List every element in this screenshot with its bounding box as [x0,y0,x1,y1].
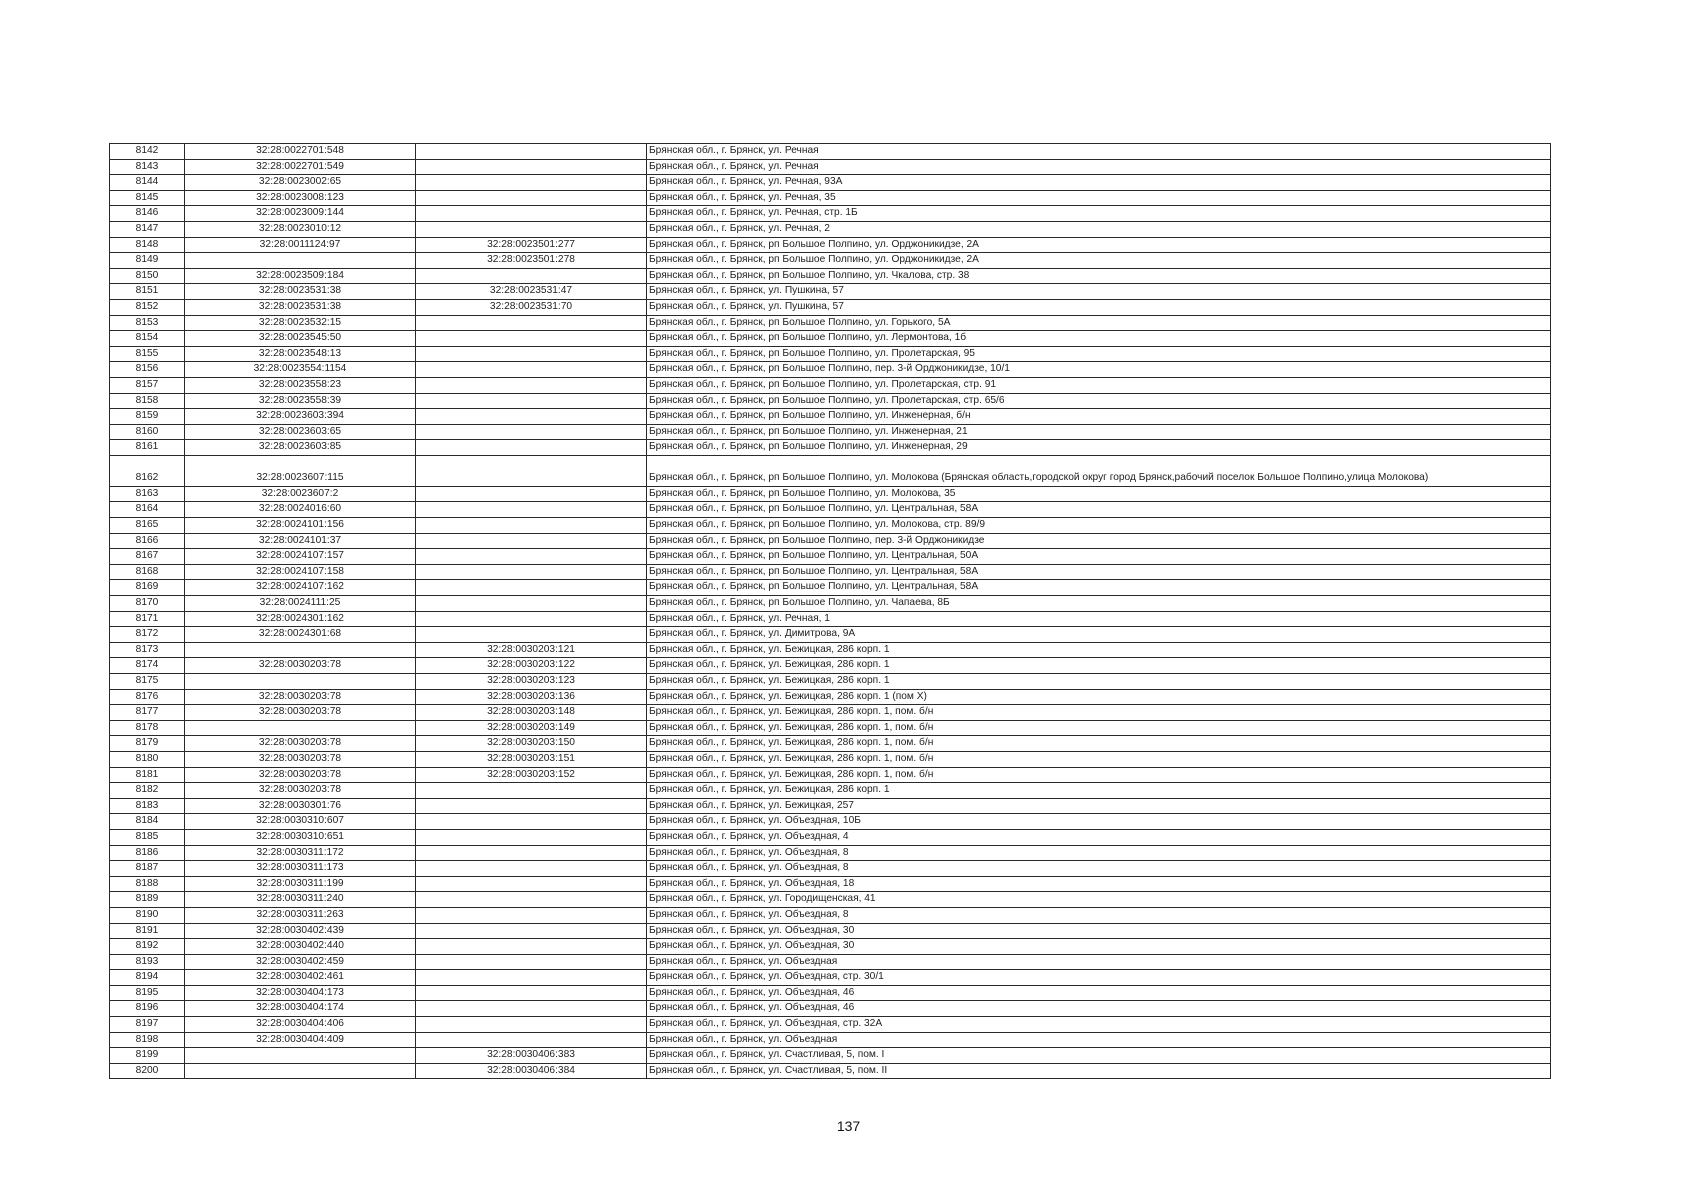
address-cell: Брянская обл., г. Брянск, ул. Речная, 93А [647,175,1551,191]
table-row [110,907,1551,923]
page-number: 137 [836,1118,861,1134]
sub-object-number-cell [416,486,647,502]
address-cell: Брянская обл., г. Брянск, ул. Речная, 1 [647,611,1551,627]
address-cell: Брянская обл., г. Брянск, рп Большое Полпино, ул. Центральная, 58А [647,502,1551,518]
address-cell: Брянская обл., г. Брянск, ул. Объездная, 8 [647,861,1551,877]
sub-object-number-cell [416,549,647,565]
cadastral-number-cell [185,1048,416,1064]
table-row [110,440,1551,456]
row-number-cell: 8155 [110,346,185,362]
address-cell: Брянская обл., г. Брянск, рп Большое Полпино, ул. Центральная, 58А [647,564,1551,580]
table-row [110,409,1551,425]
sub-object-number-cell [416,1017,647,1033]
table-row [110,783,1551,799]
cadastral-number-cell: 32:28:0030203:78 [185,767,416,783]
table-row [110,175,1551,191]
table-row [110,424,1551,440]
table-row [110,845,1551,861]
sub-object-number-cell [416,268,647,284]
address-cell: Брянская обл., г. Брянск, рп Большое Полпино, ул. Чапаева, 8Б [647,596,1551,612]
cadastral-number-cell: 32:28:0030404:174 [185,1001,416,1017]
row-number-cell: 8164 [110,502,185,518]
table-row [110,190,1551,206]
address-cell: Брянская обл., г. Брянск, рп Большое Полпино, ул. Инженерная, 29 [647,440,1551,456]
sub-object-number-cell [416,502,647,518]
address-cell: Брянская обл., г. Брянск, рп Большое Полпино, пер. 3-й Орджоникидзе, 10/1 [647,362,1551,378]
cadastral-number-cell: 32:28:0030203:78 [185,783,416,799]
sub-object-number-cell [416,923,647,939]
cadastral-number-cell: 32:28:0023603:85 [185,440,416,456]
address-cell: Брянская обл., г. Брянск, ул. Объездная [647,1032,1551,1048]
table-row [110,580,1551,596]
sub-object-number-cell [416,393,647,409]
cadastral-number-cell: 32:28:0011124:97 [185,237,416,253]
row-number-cell: 8148 [110,237,185,253]
address-cell: Брянская обл., г. Брянск, ул. Бежицкая, 286 корп. 1 [647,783,1551,799]
sub-object-number-cell: 32:28:0030203:151 [416,751,647,767]
cadastral-number-cell: 32:28:0024107:157 [185,549,416,565]
sub-object-number-cell [416,861,647,877]
row-number-cell: 8184 [110,814,185,830]
registry-table-body [110,144,1551,1079]
row-number-cell: 8196 [110,1001,185,1017]
row-number-cell: 8149 [110,253,185,269]
table-row [110,689,1551,705]
address-cell: Брянская обл., г. Брянск, рп Большое Полпино, ул. Молокова (Брянская область,городской округ город Брянск,рабочий поселок Большое Полпино,улица Молокова) [647,455,1551,486]
table-row [110,954,1551,970]
sub-object-number-cell [416,1001,647,1017]
sub-object-number-cell [416,627,647,643]
cadastral-number-cell: 32:28:0023558:23 [185,377,416,393]
row-number-cell: 8144 [110,175,185,191]
table-row [110,237,1551,253]
table-row [110,533,1551,549]
cadastral-number-cell: 32:28:0023009:144 [185,206,416,222]
address-cell: Брянская обл., г. Брянск, ул. Объездная, 46 [647,1001,1551,1017]
address-cell: Брянская обл., г. Брянск, ул. Речная, стр. 1Б [647,206,1551,222]
row-number-cell: 8197 [110,1017,185,1033]
cadastral-number-cell [185,1063,416,1079]
cadastral-number-cell: 32:28:0023531:38 [185,299,416,315]
cadastral-number-cell: 32:28:0030203:78 [185,658,416,674]
cadastral-number-cell [185,674,416,690]
cadastral-number-cell: 32:28:0023532:15 [185,315,416,331]
sub-object-number-cell [416,783,647,799]
cadastral-number-cell: 32:28:0030203:78 [185,751,416,767]
row-number-cell: 8195 [110,985,185,1001]
cadastral-number-cell: 32:28:0030311:172 [185,845,416,861]
row-number-cell: 8153 [110,315,185,331]
table-row [110,1017,1551,1033]
address-cell: Брянская обл., г. Брянск, ул. Бежицкая, 286 корп. 1 [647,642,1551,658]
table-row [110,221,1551,237]
sub-object-number-cell [416,533,647,549]
cadastral-number-cell: 32:28:0024107:162 [185,580,416,596]
address-cell: Брянская обл., г. Брянск, ул. Речная [647,144,1551,160]
sub-object-number-cell: 32:28:0030203:123 [416,674,647,690]
table-row [110,377,1551,393]
address-cell: Брянская обл., г. Брянск, ул. Городищенская, 41 [647,892,1551,908]
table-row [110,1063,1551,1079]
table-row [110,299,1551,315]
row-number-cell: 8163 [110,486,185,502]
table-row [110,767,1551,783]
cadastral-number-cell: 32:28:0030203:78 [185,705,416,721]
sub-object-number-cell: 32:28:0023501:278 [416,253,647,269]
sub-object-number-cell [416,845,647,861]
cadastral-number-cell: 32:28:0030311:199 [185,876,416,892]
address-cell: Брянская обл., г. Брянск, ул. Объездная, стр. 32А [647,1017,1551,1033]
address-cell: Брянская обл., г. Брянск, ул. Объездная, 8 [647,845,1551,861]
address-cell: Брянская обл., г. Брянск, ул. Объездная, 46 [647,985,1551,1001]
address-cell: Брянская обл., г. Брянск, рп Большое Полпино, ул. Орджоникидзе, 2А [647,253,1551,269]
row-number-cell: 8177 [110,705,185,721]
address-cell: Брянская обл., г. Брянск, ул. Димитрова, 9А [647,627,1551,643]
cadastral-number-cell: 32:28:0030203:78 [185,736,416,752]
address-cell: Брянская обл., г. Брянск, ул. Речная [647,159,1551,175]
address-cell: Брянская обл., г. Брянск, рп Большое Полпино, ул. Молокова, 35 [647,486,1551,502]
cadastral-number-cell: 32:28:0030311:263 [185,907,416,923]
table-row [110,284,1551,300]
table-row [110,1032,1551,1048]
address-cell: Брянская обл., г. Брянск, рп Большое Полпино, ул. Инженерная, 21 [647,424,1551,440]
cadastral-number-cell: 32:28:0030402:461 [185,970,416,986]
table-row [110,751,1551,767]
cadastral-number-cell: 32:28:0030311:240 [185,892,416,908]
sub-object-number-cell [416,596,647,612]
row-number-cell: 8156 [110,362,185,378]
address-cell: Брянская обл., г. Брянск, ул. Речная, 2 [647,221,1551,237]
table-row [110,564,1551,580]
table-row [110,455,1551,486]
cadastral-number-cell: 32:28:0023531:38 [185,284,416,300]
sub-object-number-cell [416,1032,647,1048]
table-row [110,206,1551,222]
table-row [110,268,1551,284]
sub-object-number-cell [416,876,647,892]
sub-object-number-cell [416,829,647,845]
row-number-cell: 8173 [110,642,185,658]
address-cell: Брянская обл., г. Брянск, рп Большое Полпино, ул. Лермонтова, 1б [647,331,1551,347]
sub-object-number-cell [416,377,647,393]
row-number-cell: 8200 [110,1063,185,1079]
table-row [110,486,1551,502]
address-cell: Брянская обл., г. Брянск, ул. Объездная, 10Б [647,814,1551,830]
address-cell: Брянская обл., г. Брянск, ул. Объездная, 30 [647,923,1551,939]
sub-object-number-cell: 32:28:0030203:149 [416,720,647,736]
table-row [110,798,1551,814]
address-cell: Брянская обл., г. Брянск, ул. Бежицкая, 286 корп. 1, пом. б/н [647,736,1551,752]
row-number-cell: 8158 [110,393,185,409]
row-number-cell: 8161 [110,440,185,456]
row-number-cell: 8199 [110,1048,185,1064]
sub-object-number-cell [416,440,647,456]
table-row [110,518,1551,534]
address-cell: Брянская обл., г. Брянск, ул. Объездная, 8 [647,907,1551,923]
row-number-cell: 8167 [110,549,185,565]
row-number-cell: 8172 [110,627,185,643]
cadastral-number-cell: 32:28:0023607:2 [185,486,416,502]
row-number-cell: 8171 [110,611,185,627]
table-row [110,674,1551,690]
row-number-cell: 8187 [110,861,185,877]
cadastral-number-cell: 32:28:0023509:184 [185,268,416,284]
row-number-cell: 8181 [110,767,185,783]
address-cell: Брянская обл., г. Брянск, ул. Бежицкая, 257 [647,798,1551,814]
cadastral-number-cell: 32:28:0030311:173 [185,861,416,877]
row-number-cell: 8194 [110,970,185,986]
row-number-cell: 8170 [110,596,185,612]
row-number-cell: 8198 [110,1032,185,1048]
table-row [110,642,1551,658]
address-cell: Брянская обл., г. Брянск, рп Большое Полпино, ул. Пролетарская, стр. 65/6 [647,393,1551,409]
cadastral-number-cell: 32:28:0030310:651 [185,829,416,845]
address-cell: Брянская обл., г. Брянск, ул. Пушкина, 57 [647,299,1551,315]
address-cell: Брянская обл., г. Брянск, рп Большое Полпино, ул. Пролетарская, стр. 91 [647,377,1551,393]
registry-table [109,143,1551,1079]
address-cell: Брянская обл., г. Брянск, рп Большое Полпино, ул. Инженерная, б/н [647,409,1551,425]
row-number-cell: 8166 [110,533,185,549]
address-cell: Брянская обл., г. Брянск, рп Большое Полпино, ул. Пролетарская, 95 [647,346,1551,362]
cadastral-number-cell: 32:28:0022701:549 [185,159,416,175]
table-row [110,970,1551,986]
row-number-cell: 8143 [110,159,185,175]
sub-object-number-cell: 32:28:0030203:150 [416,736,647,752]
sub-object-number-cell [416,985,647,1001]
table-row [110,502,1551,518]
address-cell: Брянская обл., г. Брянск, ул. Объездная, 4 [647,829,1551,845]
sub-object-number-cell: 32:28:0030203:148 [416,705,647,721]
sub-object-number-cell [416,564,647,580]
sub-object-number-cell [416,331,647,347]
sub-object-number-cell [416,455,647,486]
table-row [110,346,1551,362]
sub-object-number-cell [416,221,647,237]
cadastral-number-cell: 32:28:0024301:68 [185,627,416,643]
cadastral-number-cell: 32:28:0030404:406 [185,1017,416,1033]
address-cell: Брянская обл., г. Брянск, ул. Бежицкая, 286 корп. 1, пом. б/н [647,720,1551,736]
table-row [110,549,1551,565]
sub-object-number-cell [416,970,647,986]
sub-object-number-cell [416,346,647,362]
sub-object-number-cell [416,175,647,191]
row-number-cell: 8175 [110,674,185,690]
row-number-cell: 8174 [110,658,185,674]
address-cell: Брянская обл., г. Брянск, ул. Бежицкая, 286 корп. 1 (пом X) [647,689,1551,705]
sub-object-number-cell [416,939,647,955]
address-cell: Брянская обл., г. Брянск, ул. Счастливая, 5, пом. II [647,1063,1551,1079]
row-number-cell: 8193 [110,954,185,970]
cadastral-number-cell: 32:28:0024111:25 [185,596,416,612]
table-row [110,939,1551,955]
cadastral-number-cell: 32:28:0024107:158 [185,564,416,580]
sub-object-number-cell [416,206,647,222]
cadastral-number-cell: 32:28:0023010:12 [185,221,416,237]
cadastral-number-cell [185,642,416,658]
address-cell: Брянская обл., г. Брянск, ул. Бежицкая, 286 корп. 1 [647,658,1551,674]
sub-object-number-cell: 32:28:0030203:121 [416,642,647,658]
row-number-cell: 8162 [110,455,185,486]
row-number-cell: 8142 [110,144,185,160]
row-number-cell: 8178 [110,720,185,736]
cadastral-number-cell: 32:28:0030402:440 [185,939,416,955]
cadastral-number-cell: 32:28:0023002:65 [185,175,416,191]
address-cell: Брянская обл., г. Брянск, ул. Объездная [647,954,1551,970]
cadastral-number-cell: 32:28:0023603:394 [185,409,416,425]
cadastral-number-cell: 32:28:0030203:78 [185,689,416,705]
sub-object-number-cell [416,580,647,596]
row-number-cell: 8180 [110,751,185,767]
row-number-cell: 8189 [110,892,185,908]
address-cell: Брянская обл., г. Брянск, ул. Бежицкая, 286 корп. 1, пом. б/н [647,751,1551,767]
cadastral-number-cell: 32:28:0023554:1154 [185,362,416,378]
sub-object-number-cell [416,315,647,331]
row-number-cell: 8151 [110,284,185,300]
row-number-cell: 8188 [110,876,185,892]
cadastral-number-cell: 32:28:0024016:60 [185,502,416,518]
table-row [110,1048,1551,1064]
cadastral-number-cell: 32:28:0030301:76 [185,798,416,814]
address-cell: Брянская обл., г. Брянск, рп Большое Полпино, ул. Центральная, 58А [647,580,1551,596]
row-number-cell: 8159 [110,409,185,425]
table-row [110,861,1551,877]
cadastral-number-cell: 32:28:0023548:13 [185,346,416,362]
sub-object-number-cell: 32:28:0023531:70 [416,299,647,315]
row-number-cell: 8192 [110,939,185,955]
sub-object-number-cell [416,190,647,206]
address-cell: Брянская обл., г. Брянск, рп Большое Полпино, ул. Центральная, 50А [647,549,1551,565]
address-cell: Брянская обл., г. Брянск, рп Большое Полпино, ул. Горького, 5А [647,315,1551,331]
cadastral-number-cell: 32:28:0030404:173 [185,985,416,1001]
cadastral-number-cell: 32:28:0030310:607 [185,814,416,830]
row-number-cell: 8152 [110,299,185,315]
table-row [110,829,1551,845]
row-number-cell: 8168 [110,564,185,580]
table-row [110,923,1551,939]
table-row [110,736,1551,752]
sub-object-number-cell [416,362,647,378]
cadastral-number-cell: 32:28:0023603:65 [185,424,416,440]
sub-object-number-cell [416,144,647,160]
row-number-cell: 8183 [110,798,185,814]
cadastral-number-cell: 32:28:0023558:39 [185,393,416,409]
cadastral-number-cell [185,720,416,736]
table-row [110,393,1551,409]
sub-object-number-cell [416,518,647,534]
row-number-cell: 8169 [110,580,185,596]
sub-object-number-cell: 32:28:0030406:384 [416,1063,647,1079]
address-cell: Брянская обл., г. Брянск, рп Большое Полпино, ул. Чкалова, стр. 38 [647,268,1551,284]
table-row [110,985,1551,1001]
table-row [110,814,1551,830]
table-row [110,1001,1551,1017]
address-cell: Брянская обл., г. Брянск, ул. Бежицкая, 286 корп. 1, пом. б/н [647,705,1551,721]
cadastral-number-cell: 32:28:0023545:50 [185,331,416,347]
row-number-cell: 8160 [110,424,185,440]
sub-object-number-cell [416,814,647,830]
row-number-cell: 8186 [110,845,185,861]
sub-object-number-cell [416,611,647,627]
cadastral-number-cell: 32:28:0030402:459 [185,954,416,970]
row-number-cell: 8179 [110,736,185,752]
address-cell: Брянская обл., г. Брянск, ул. Пушкина, 57 [647,284,1551,300]
sub-object-number-cell [416,907,647,923]
sub-object-number-cell: 32:28:0023501:277 [416,237,647,253]
table-row [110,144,1551,160]
table-row [110,253,1551,269]
address-cell: Брянская обл., г. Брянск, рп Большое Полпино, ул. Молокова, стр. 89/9 [647,518,1551,534]
address-cell: Брянская обл., г. Брянск, рп Большое Полпино, пер. 3-й Орджоникидзе [647,533,1551,549]
row-number-cell: 8191 [110,923,185,939]
address-cell: Брянская обл., г. Брянск, ул. Объездная, 18 [647,876,1551,892]
cadastral-number-cell: 32:28:0024101:156 [185,518,416,534]
table-row [110,720,1551,736]
cadastral-number-cell: 32:28:0024101:37 [185,533,416,549]
cadastral-number-cell: 32:28:0030404:409 [185,1032,416,1048]
table-row [110,658,1551,674]
table-row [110,331,1551,347]
table-row [110,362,1551,378]
table-row [110,596,1551,612]
row-number-cell: 8157 [110,377,185,393]
sub-object-number-cell [416,954,647,970]
sub-object-number-cell: 32:28:0030203:136 [416,689,647,705]
row-number-cell: 8146 [110,206,185,222]
sub-object-number-cell [416,159,647,175]
row-number-cell: 8182 [110,783,185,799]
cadastral-number-cell: 32:28:0024301:162 [185,611,416,627]
row-number-cell: 8165 [110,518,185,534]
table-row [110,315,1551,331]
row-number-cell: 8185 [110,829,185,845]
table-row [110,705,1551,721]
sub-object-number-cell: 32:28:0030406:383 [416,1048,647,1064]
table-row [110,627,1551,643]
sub-object-number-cell: 32:28:0030203:122 [416,658,647,674]
table-row [110,159,1551,175]
row-number-cell: 8145 [110,190,185,206]
sub-object-number-cell: 32:28:0023531:47 [416,284,647,300]
address-cell: Брянская обл., г. Брянск, ул. Бежицкая, 286 корп. 1, пом. б/н [647,767,1551,783]
row-number-cell: 8150 [110,268,185,284]
address-cell: Брянская обл., г. Брянск, ул. Объездная, стр. 30/1 [647,970,1551,986]
row-number-cell: 8190 [110,907,185,923]
table-row [110,611,1551,627]
table-row [110,876,1551,892]
row-number-cell: 8147 [110,221,185,237]
sub-object-number-cell [416,892,647,908]
address-cell: Брянская обл., г. Брянск, ул. Счастливая, 5, пом. I [647,1048,1551,1064]
sub-object-number-cell: 32:28:0030203:152 [416,767,647,783]
cadastral-number-cell: 32:28:0023607:115 [185,455,416,486]
row-number-cell: 8154 [110,331,185,347]
cadastral-number-cell [185,253,416,269]
cadastral-number-cell: 32:28:0030402:439 [185,923,416,939]
row-number-cell: 8176 [110,689,185,705]
sub-object-number-cell [416,798,647,814]
sub-object-number-cell [416,409,647,425]
cadastral-number-cell: 32:28:0022701:548 [185,144,416,160]
cadastral-number-cell: 32:28:0023008:123 [185,190,416,206]
table-row [110,892,1551,908]
address-cell: Брянская обл., г. Брянск, рп Большое Полпино, ул. Орджоникидзе, 2А [647,237,1551,253]
address-cell: Брянская обл., г. Брянск, ул. Объездная, 30 [647,939,1551,955]
address-cell: Брянская обл., г. Брянск, ул. Бежицкая, 286 корп. 1 [647,674,1551,690]
address-cell: Брянская обл., г. Брянск, ул. Речная, 35 [647,190,1551,206]
sub-object-number-cell [416,424,647,440]
